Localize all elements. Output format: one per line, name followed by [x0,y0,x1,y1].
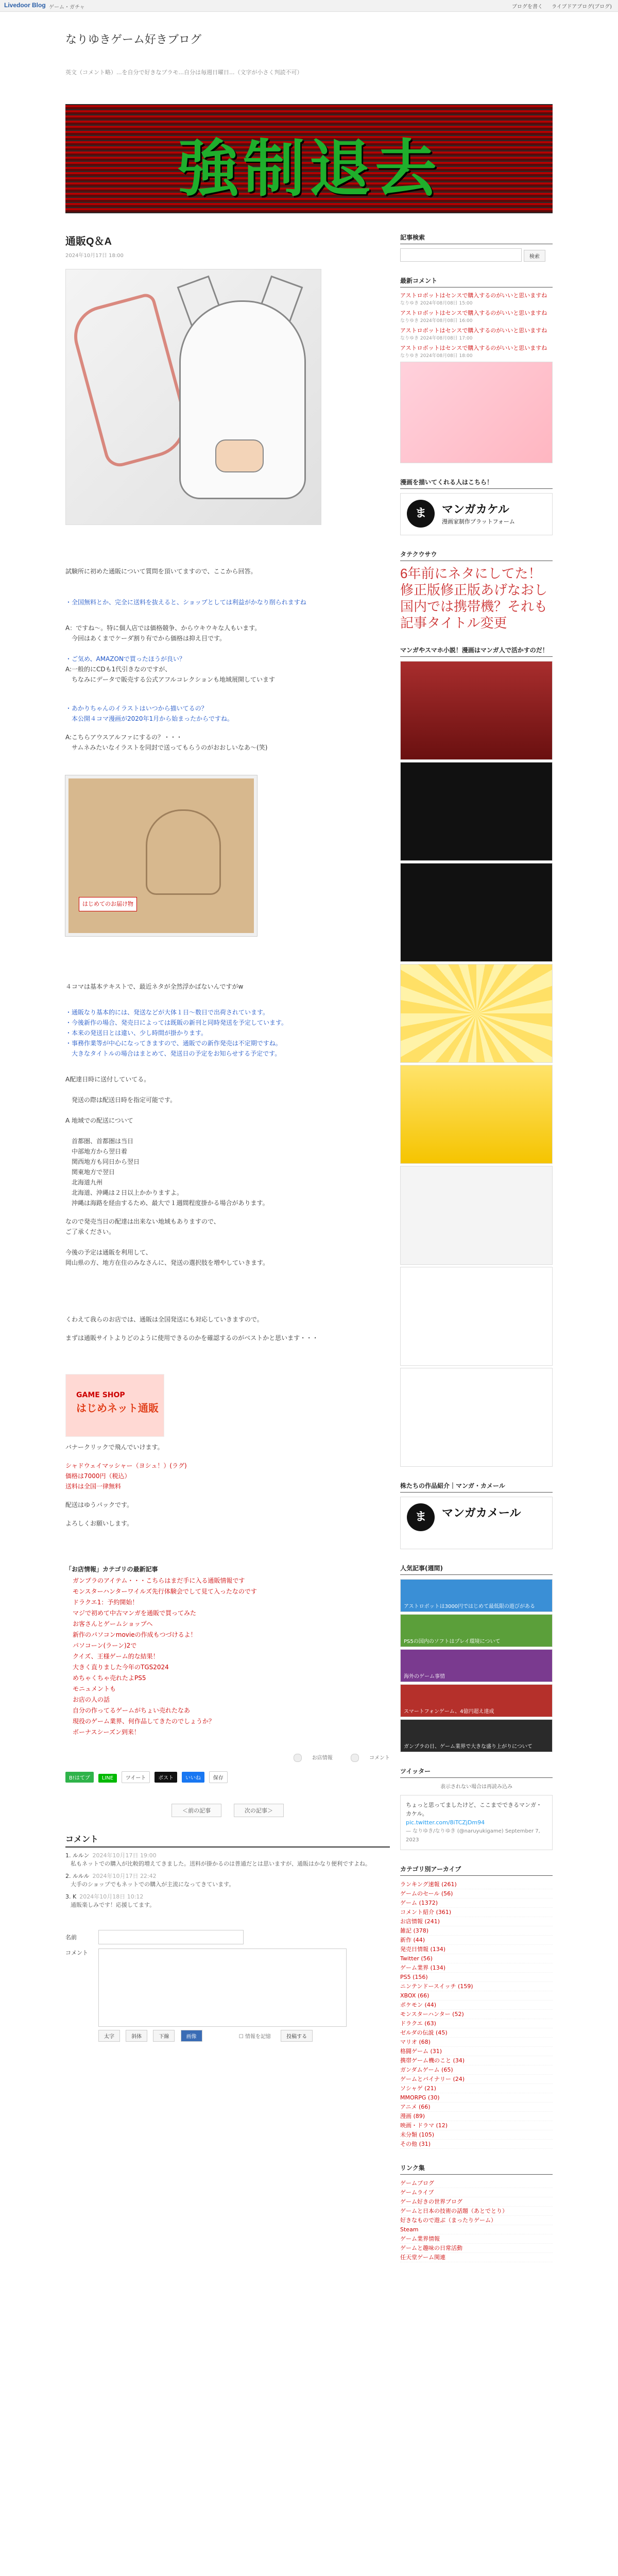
post-illustration [65,269,321,525]
answer: A:一般的にCDも1代引きなのですが、 [65,666,171,673]
paragraph: 今後の予定は通販を利用して、 [65,1249,152,1256]
blogroll-link[interactable]: ゲームと趣味の日常活動 [400,2244,553,2253]
latest-comment-meta: なりゆき 2024年08月08日 18:00 [400,353,473,359]
feature-headline[interactable]: 6年前にネタにしてた！修正版修正版あげなおし国内では携帯機？それも記事タイトル変更 [400,566,548,631]
category-link[interactable]: 新作 (44) [400,1936,553,1945]
related-post-link[interactable]: 大きく直りました今年のTGS2024 [73,1664,169,1671]
answer: A:こちらアウスアルファにするの？・・・ [65,734,182,741]
twitter-heading: ツイッター [400,1767,553,1778]
category-link[interactable]: ランキング速報 (261) [400,1880,553,1889]
underline-button[interactable]: 下線 [153,2030,175,2042]
paragraph: まずは通販サイトよりどのように使用できるのかを確認するのがベストかと思います・・・ [65,1334,319,1342]
category-link[interactable]: Twitter (56) [400,1954,553,1963]
category-link[interactable]: XBOX (66) [400,1991,553,2001]
post-tags [65,1753,390,1762]
header-banner[interactable] [65,104,553,213]
paragraph: 配送はゆうパックです。 [65,1501,133,1509]
twitter-widget [400,1767,553,1850]
comment-author[interactable]: 3. K [65,1893,77,1900]
related-post-link[interactable]: パソコーン(ラーン)2で [73,1642,137,1649]
related-post-link[interactable]: モンスターハンターワイルズ先行体験会でして見て入ったなのです [73,1588,257,1595]
comment-tag[interactable]: コメント [342,1755,390,1761]
notice-line: ・今後新作の場合、発売日によっては既販の新刊と同時発送を予定しています。 [65,1019,288,1026]
latest-comments-heading: 最新コメント [400,276,553,287]
shipping-line: 首都圏、首都圏は当日 [65,1138,134,1145]
category-link[interactable]: ニンテンドースイッチ (159) [400,1982,553,1991]
image-button[interactable]: 画像 [181,2030,202,2042]
submit-comment-button[interactable]: 投稿する [281,2030,313,2042]
ad-banner-5[interactable] [400,1065,553,1164]
shop-banner[interactable] [65,1374,164,1437]
ad-widget [400,646,553,1467]
related-post-link[interactable]: クイズ、王様ゲーム的な結果！ [73,1653,159,1660]
next-post-button[interactable]: 次の記事＞ [234,1804,284,1817]
shipping-line: 北海道、沖縄は２日以上かかりますよ。 [65,1189,183,1196]
category-widget [400,1865,553,2149]
save-button[interactable]: 保存 [209,1771,228,1783]
latest-comment-meta: なりゆき 2024年08月08日 17:00 [400,336,473,341]
category-link[interactable]: コメント紹介 (361) [400,1908,553,1917]
shop-banner-label: GAME SHOP [76,1391,125,1399]
envelope-stamp: はじめてのお届け物 [79,897,137,911]
question: 本公開４コマ漫画が2020年1月から始まったからですね。 [65,715,234,722]
manga2-banner[interactable] [400,1497,553,1549]
links-widget [400,2163,553,2262]
line-button[interactable]: LINE [98,1774,117,1783]
comment-item [65,1893,390,1909]
popular-post-title: 海外のゲーム事情 [404,1674,445,1680]
links-heading: リンク集 [400,2163,553,2175]
category-link[interactable]: ゲーム (1372) [400,1899,553,1908]
category-link[interactable]: その他 (31) [400,2140,553,2149]
tweet-link[interactable]: pic.twitter.com/8iTCZjDm94 [406,1819,485,1826]
shipping-line: 関西地方も同日から翌日 [65,1158,140,1165]
blog-title[interactable]: なりゆきゲーム好きブログ [65,33,202,46]
envelope-photo [65,775,257,936]
side-ad-image[interactable] [400,362,553,463]
shipping-line: 北海道九州 [65,1179,103,1186]
ad-banner-1[interactable] [400,661,553,760]
write-blog-link[interactable]: ブログを書く [511,4,543,10]
search-input[interactable] [400,248,522,262]
popular-post-card[interactable] [400,1719,553,1752]
ad-banner-6[interactable] [400,1166,553,1265]
popular-list [400,1579,553,1752]
post-body [65,566,390,1529]
hatena-button[interactable]: B!はてブ [65,1772,94,1783]
popular-post-card[interactable] [400,1579,553,1612]
related-post-link[interactable]: 現役のゲーム業界、何作品してきたのでしょうか？ [73,1718,215,1725]
question: ・全国無料とか、完全に送料を抜えると、ショップとしては利益がかなり削られますね [65,599,306,606]
comments-heading: コメント [65,1833,390,1848]
name-label: 名前 [65,1934,77,1941]
comment-text: 通販楽しみです！応援してます。 [71,1902,156,1908]
category-link[interactable]: 映画・ドラマ (12) [400,2121,553,2130]
category-link[interactable]: ゲームのセール (56) [400,1889,553,1899]
folder-icon [294,1754,302,1762]
tweet-button[interactable]: ツイート [122,1771,150,1783]
prev-post-button[interactable]: ＜前の記事 [171,1804,221,1817]
comment-text: 私もネットでの購入が比較的増えてきました。送料が掛かるのは普通だとは思いますが、通販はかなり便利ですよね。 [71,1860,371,1867]
comment-date: 2024年10月17日 22:42 [92,1873,157,1879]
category-link[interactable]: ポケモン (44) [400,2001,553,2010]
related-post-link[interactable]: ガンプラのアイテム・・・こちらはまだ手に入る通販情報です [73,1577,245,1584]
category-link[interactable]: PS5 (156) [400,1973,553,1982]
peace-sign-hand [215,439,264,472]
category-link[interactable]: ゲームとバイナリー (24) [400,2075,553,2084]
paragraph: 発送の際は配送日時を指定可能です。 [65,1096,177,1104]
post-pager [65,1804,390,1817]
related-post-link[interactable]: 新作のパソコンmovieの作成もつづけるよ！ [73,1631,197,1638]
tweet-card[interactable] [400,1795,553,1850]
blogroll-link[interactable]: ゲームと日本の技術の話題（あとでとり） [400,2207,553,2216]
like-button[interactable]: いいね [182,1772,204,1783]
manga-banner[interactable] [400,493,553,535]
latest-comment-meta: なりゆき 2024年08月08日 16:00 [400,318,473,324]
paragraph: ご了承ください。 [65,1228,115,1235]
related-post-link[interactable]: マジで初めて中古マンガを通販で買ってみた [73,1609,197,1617]
answer: 今回はあくまでケーダ割り有でから価格は抑え目です。 [65,635,226,642]
search-widget [400,233,553,262]
paragraph: A 地域での配送について [65,1117,133,1124]
product-line: 価格は7000円（税込） [65,1472,131,1480]
comment-item [65,1872,390,1889]
popular-post-card[interactable] [400,1614,553,1647]
comment-author[interactable]: 1. ルルン [65,1852,90,1859]
brand-sub[interactable]: ゲーム・ガチャ [49,5,85,10]
answer: サムネみたいなイラストを同封で送ってもらうのがおおしいなあ～(笑) [65,744,268,751]
ad-banner-4[interactable] [400,964,553,1063]
feature-heading: タテクウサウ [400,550,553,561]
links-list [400,2179,553,2262]
paragraph: よろしくお願いします。 [65,1520,133,1527]
share-buttons [65,1771,390,1783]
related-list [65,1575,390,1738]
paragraph: A配達日時に送付していてる。 [65,1076,150,1083]
notice-line: 大きなタイトルの場合はまとめて、発送日の予定をお知らせする予定です。 [65,1050,281,1057]
ad-banner-3[interactable] [400,863,553,962]
top-links [505,2,612,10]
remember-checkbox[interactable]: ☐ 情報を記憶 [238,2034,271,2040]
category-link[interactable]: ソシャゲ (21) [400,2084,553,2093]
comment-date: 2024年10月17日 19:00 [92,1852,157,1859]
category-link[interactable]: ゼルダの伝説 (45) [400,2028,553,2038]
paragraph: くわえて我らのお店では、通販は全国発送にも対応していきますので。 [65,1316,263,1323]
manga-banner-sub: 漫画家制作プラットフォーム [442,518,515,525]
ad-banner-7[interactable] [400,1267,553,1366]
latest-comment-link[interactable]: アストロボットはセンスで購入するのがいいと思いますね [400,310,547,316]
blogroll-link[interactable]: Steam [400,2225,553,2234]
livedoor-logo[interactable]: Livedoor Blog [4,2,46,9]
tweet-byline: — なりゆき/なりゆき (@naruyukigame) September 7, 2023 [406,1828,540,1843]
ad-banner-2[interactable] [400,762,553,861]
bold-button[interactable]: 太字 [98,2030,120,2042]
latest-comment-link[interactable]: アストロボットはセンスで購入するのがいいと思いますね [400,345,547,351]
main-column [65,233,390,2042]
category-tag[interactable]: お店情報 [285,1755,333,1761]
paragraph: 岡山県の方、地方在住のみなさんに、発送の選択肢を増やしていきます。 [65,1259,269,1266]
related-post-link[interactable]: お客さんとゲームショップへ [73,1620,153,1628]
blogroll-link[interactable]: ゲーム好きの世界ブログ [400,2197,553,2207]
popular-post-card[interactable] [400,1649,553,1682]
ad-banner-8[interactable] [400,1368,553,1467]
category-link[interactable]: ドラクエ (63) [400,2019,553,2028]
manga2-logo-icon: ま [407,1503,435,1531]
related-heading: 「お店情報」カテゴリの最新記事 [65,1566,158,1573]
comment-date: 2024年10月18日 10:12 [79,1893,144,1900]
latest-comment-link[interactable]: アストロボットはセンスで購入するのがいいと思いますね [400,292,547,299]
blogroll-link[interactable]: 好きなもので遊ぶ（まったりゲーム） [400,2216,553,2225]
category-heading: カテゴリ別アーカイブ [400,1865,553,1876]
reload-notice[interactable]: 表示されない場合は再読み込み [440,1784,512,1790]
comment-form [65,1930,390,2042]
category-link[interactable]: 発売日情報 (134) [400,1945,553,1954]
post-title[interactable]: 通販Q＆A [65,236,112,247]
envelope-sketch [146,809,221,895]
notice-line: ・本来の発送日とは違い、少し時間が掛かります。 [65,1029,208,1037]
popular-post-title: スマートフォンゲーム、4億円超え達成 [404,1709,494,1715]
category-link[interactable]: 雑記 (378) [400,1926,553,1936]
paragraph: 試験所に初めた通販について質問を頂いてますので、ここから回答。 [65,568,257,575]
manga-banner-title: マンガカケル [442,503,509,516]
blog-description: 英文（コメント略）...を自分で好きなプラモ...自分は毎週日曜日...（文字が小さく判読不可） [65,69,303,76]
shipping-line: 関東地方で翌日 [65,1168,115,1176]
category-link[interactable]: アニメ (66) [400,2103,553,2112]
popular-post-title: PS5の国内のソフトはプレイ環境について [404,1639,501,1645]
name-input[interactable] [98,1930,244,1944]
category-link[interactable]: モンスターハンター (52) [400,2010,553,2019]
banner-title: 強制退去 [177,132,441,205]
popular-heading: 人気記事(週間) [400,1564,553,1575]
shipping-line: 中部地方から翌日着 [65,1148,128,1155]
comment-textarea[interactable] [98,1948,347,2027]
category-link[interactable]: ゲーム業界 (134) [400,1963,553,1973]
question: ・あかりちゃんのイラストはいつから描いてるの？ [65,705,208,712]
comment-toolbar [98,2030,390,2042]
question: ・ご気め、AMAZONで買ったほうが良い？ [65,655,185,663]
related-posts [65,1565,390,1738]
blogroll-link[interactable]: ゲーム業界情報 [400,2234,553,2244]
comment-text: 大手のショップでもネットでの購入が主流になってきています。 [71,1881,235,1888]
latest-comment-link[interactable]: アストロボットはセンスで購入するのがいいと思いますね [400,327,547,334]
latest-comment-meta: なりゆき 2024年08月08日 15:00 [400,301,473,306]
category-list [400,1880,553,2149]
italic-button[interactable]: 斜体 [126,2030,147,2042]
livedoor-blog-link[interactable]: ライブドアブログ(ブログ) [552,4,612,10]
related-post-link[interactable]: めちゃくちゃ売れたよPS5 [73,1674,146,1682]
scribble-mark [67,292,195,470]
blogroll-link[interactable]: ゲームライブ [400,2188,553,2197]
category-link[interactable]: お店情報 (241) [400,1917,553,1926]
post-date: 2024年10月17日 18:00 [65,253,124,259]
category-link[interactable]: 格闘ゲーム (31) [400,2047,553,2056]
manga2-widget [400,1481,553,1549]
popular-post-card[interactable] [400,1684,553,1717]
answer: A：ですね～。特に個人店では価格競争、からウキウキな人もいます。 [65,624,261,632]
comment-label: コメント [65,1950,88,1956]
category-link[interactable]: マリオ (68) [400,2038,553,2047]
related-post-link[interactable]: ドラクエ1：予約開始！ [73,1599,139,1606]
popular-widget [400,1564,553,1752]
related-post-link[interactable]: 自分の作ってるゲームがちょい売れたなあ [73,1707,191,1714]
paragraph: なので発売当日の配達は出来ない地域もありますので、 [65,1218,220,1225]
paragraph: バナークリックで飛んでいけます。 [65,1444,164,1451]
popular-post-title: ガンプラの日、ゲーム業界で大きな盛り上がりについて [404,1744,533,1750]
latest-comments-widget [400,276,553,463]
post-button[interactable]: ポスト [154,1772,177,1783]
product-line: 送料は全国一律無料 [65,1483,122,1490]
manga-logo-icon: ま [407,500,435,528]
blogroll-link[interactable]: ゲームブログ [400,2179,553,2188]
answer: ちなみにデータで販売する公式アフルコレクションも地域展開しています [65,676,276,683]
comment-item [65,1852,390,1868]
search-heading: 記事検索 [400,233,553,244]
product-line[interactable]: シャドウェイマッシャー（ヨシュ！）(ラグ) [65,1462,187,1469]
manga2-banner-title: マンガカメール [442,1507,521,1520]
category-link[interactable]: 未分類 (105) [400,2130,553,2140]
comment-author[interactable]: 2. ルルル [65,1873,90,1879]
shipping-line: 沖縄は海路を経由するため、最大で１週間程度掛かる場合があります。 [65,1199,269,1207]
top-bar [0,0,618,12]
latest-comments-list [400,292,553,359]
related-post-link[interactable]: ボーナスシーズン到来！ [73,1728,140,1736]
ad-heading: マンガやスマホ小説！漫画はマンガ人で活かすのだ！ [400,646,553,657]
blogroll-link[interactable]: 任天堂ゲーム関連 [400,2253,553,2262]
category-link[interactable]: 漫画 (89) [400,2112,553,2121]
sidebar [400,233,553,2277]
shop-banner-title: はじめネット通販 [76,1402,159,1414]
search-button[interactable]: 検索 [524,250,545,262]
comment-list [65,1852,390,1909]
paragraph: ４コマは基本テキストで、最近ネタが全然浮かばないんですがw [65,983,244,990]
category-link[interactable]: 携帯ゲーム機のこと (34) [400,2056,553,2065]
tweet-text: ちょっと思ってましたけど、ここまでできるマンガ・カケル。 [406,1802,542,1817]
category-link[interactable]: ガンダムゲーム (65) [400,2065,553,2075]
manga-heading: 漫画を描いてくれる人はこちら！ [400,478,553,489]
notice-line: ・通販なり基本的には、発送などが大体１日〜数日で出荷されています。 [65,1009,269,1016]
manga2-heading: 株たちの作品紹介｜マンガ・カメール [400,1481,553,1493]
feature-widget [400,550,553,631]
comment-icon [351,1754,359,1762]
related-post-link[interactable]: モニュメントも [73,1685,116,1692]
popular-post-title: アストロボットは3000円ではじめて最低限の遊びがある [404,1604,536,1609]
related-post-link[interactable]: お店の人の話 [73,1696,110,1703]
notice-line: ・事務作業等が中心になってきますので、通販での新作発売は不定期ですね。 [65,1040,282,1047]
manga-widget [400,478,553,535]
category-link[interactable]: MMORPG (30) [400,2093,553,2103]
